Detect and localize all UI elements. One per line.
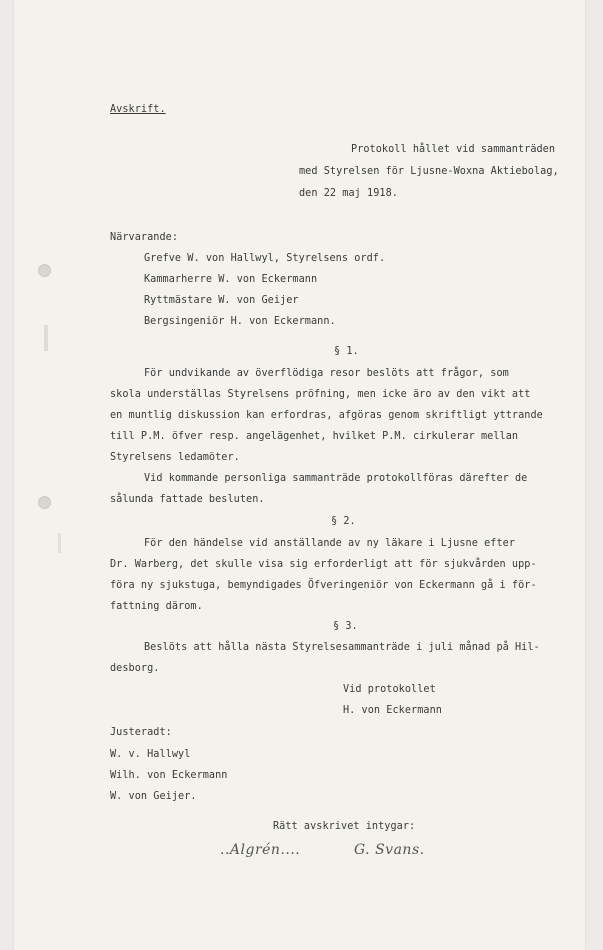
verifier: W. v. Hallwyl (110, 749, 191, 760)
section-1-line: en muntlig diskussion kan erfordras, afgöras genom skriftligt yttrande (110, 410, 543, 421)
protocol-title-line-1: Protokoll hållet vid sammanträden (351, 144, 556, 155)
punch-hole-top (38, 264, 51, 277)
protocol-title-line-2: med Styrelsen för Ljusne-Woxna Aktiebolag, (299, 166, 559, 177)
section-3-heading: § 3. (333, 621, 358, 632)
minutes-label: Vid protokollet (343, 684, 436, 695)
section-2-heading: § 2. (331, 516, 356, 527)
verified-label: Justeradt: (110, 727, 172, 738)
document-page (14, 0, 585, 950)
section-1-line: sålunda fattade besluten. (110, 494, 265, 505)
section-1-line: skola underställas Styrelsens pröfning, men icke äro av den vikt att (110, 389, 531, 400)
attendance-label: Närvarande: (110, 232, 179, 243)
section-1-line: Styrelsens ledamöter. (110, 452, 240, 463)
section-3-line: Beslöts att hålla nästa Styrelsesammanträde i juli månad på Hil- (144, 642, 540, 653)
certification-label: Rätt avskrivet intygar: (273, 821, 416, 832)
verifier: Wilh. von Eckermann (110, 770, 228, 781)
section-1-heading: § 1. (334, 346, 359, 357)
attendee: Ryttmästare W. von Geijer (144, 295, 299, 306)
handwritten-signature: G. Svans. (354, 842, 425, 858)
section-2-line: fattning därom. (110, 601, 203, 612)
section-2-line: För den händelse vid anställande av ny läkare i Ljusne efter (144, 538, 516, 549)
handwritten-signature: ..Algrén.... (220, 842, 301, 858)
section-1-line: För undvikande av överflödiga resor beslöts att frågor, som (144, 368, 509, 379)
punch-hole-bottom (38, 496, 51, 509)
paper-stain (58, 533, 61, 553)
attendee: Bergsingeniör H. von Eckermann. (144, 316, 336, 327)
verifier: W. von Geijer. (110, 791, 197, 802)
section-2-line: föra ny sjukstuga, bemyndigades Öfveringeniör von Eckermann gå i för- (110, 580, 537, 591)
section-1-line: till P.M. öfver resp. angelägenhet, hvilket P.M. cirkulerar mellan (110, 431, 519, 442)
paper-stain (44, 325, 48, 351)
section-2-line: Dr. Warberg, det skulle visa sig erforderligt att för sjukvården upp- (110, 559, 537, 570)
section-1-line: Vid kommande personliga sammanträde protokollföras därefter de (144, 473, 528, 484)
attendee: Kammarherre W. von Eckermann (144, 274, 318, 285)
copy-label: Avskrift. (110, 104, 166, 115)
protocol-date: den 22 maj 1918. (299, 188, 398, 199)
minutes-secretary: H. von Eckermann (343, 705, 442, 716)
section-3-line: desborg. (110, 663, 160, 674)
attendee: Grefve W. von Hallwyl, Styrelsens ordf. (144, 253, 386, 264)
